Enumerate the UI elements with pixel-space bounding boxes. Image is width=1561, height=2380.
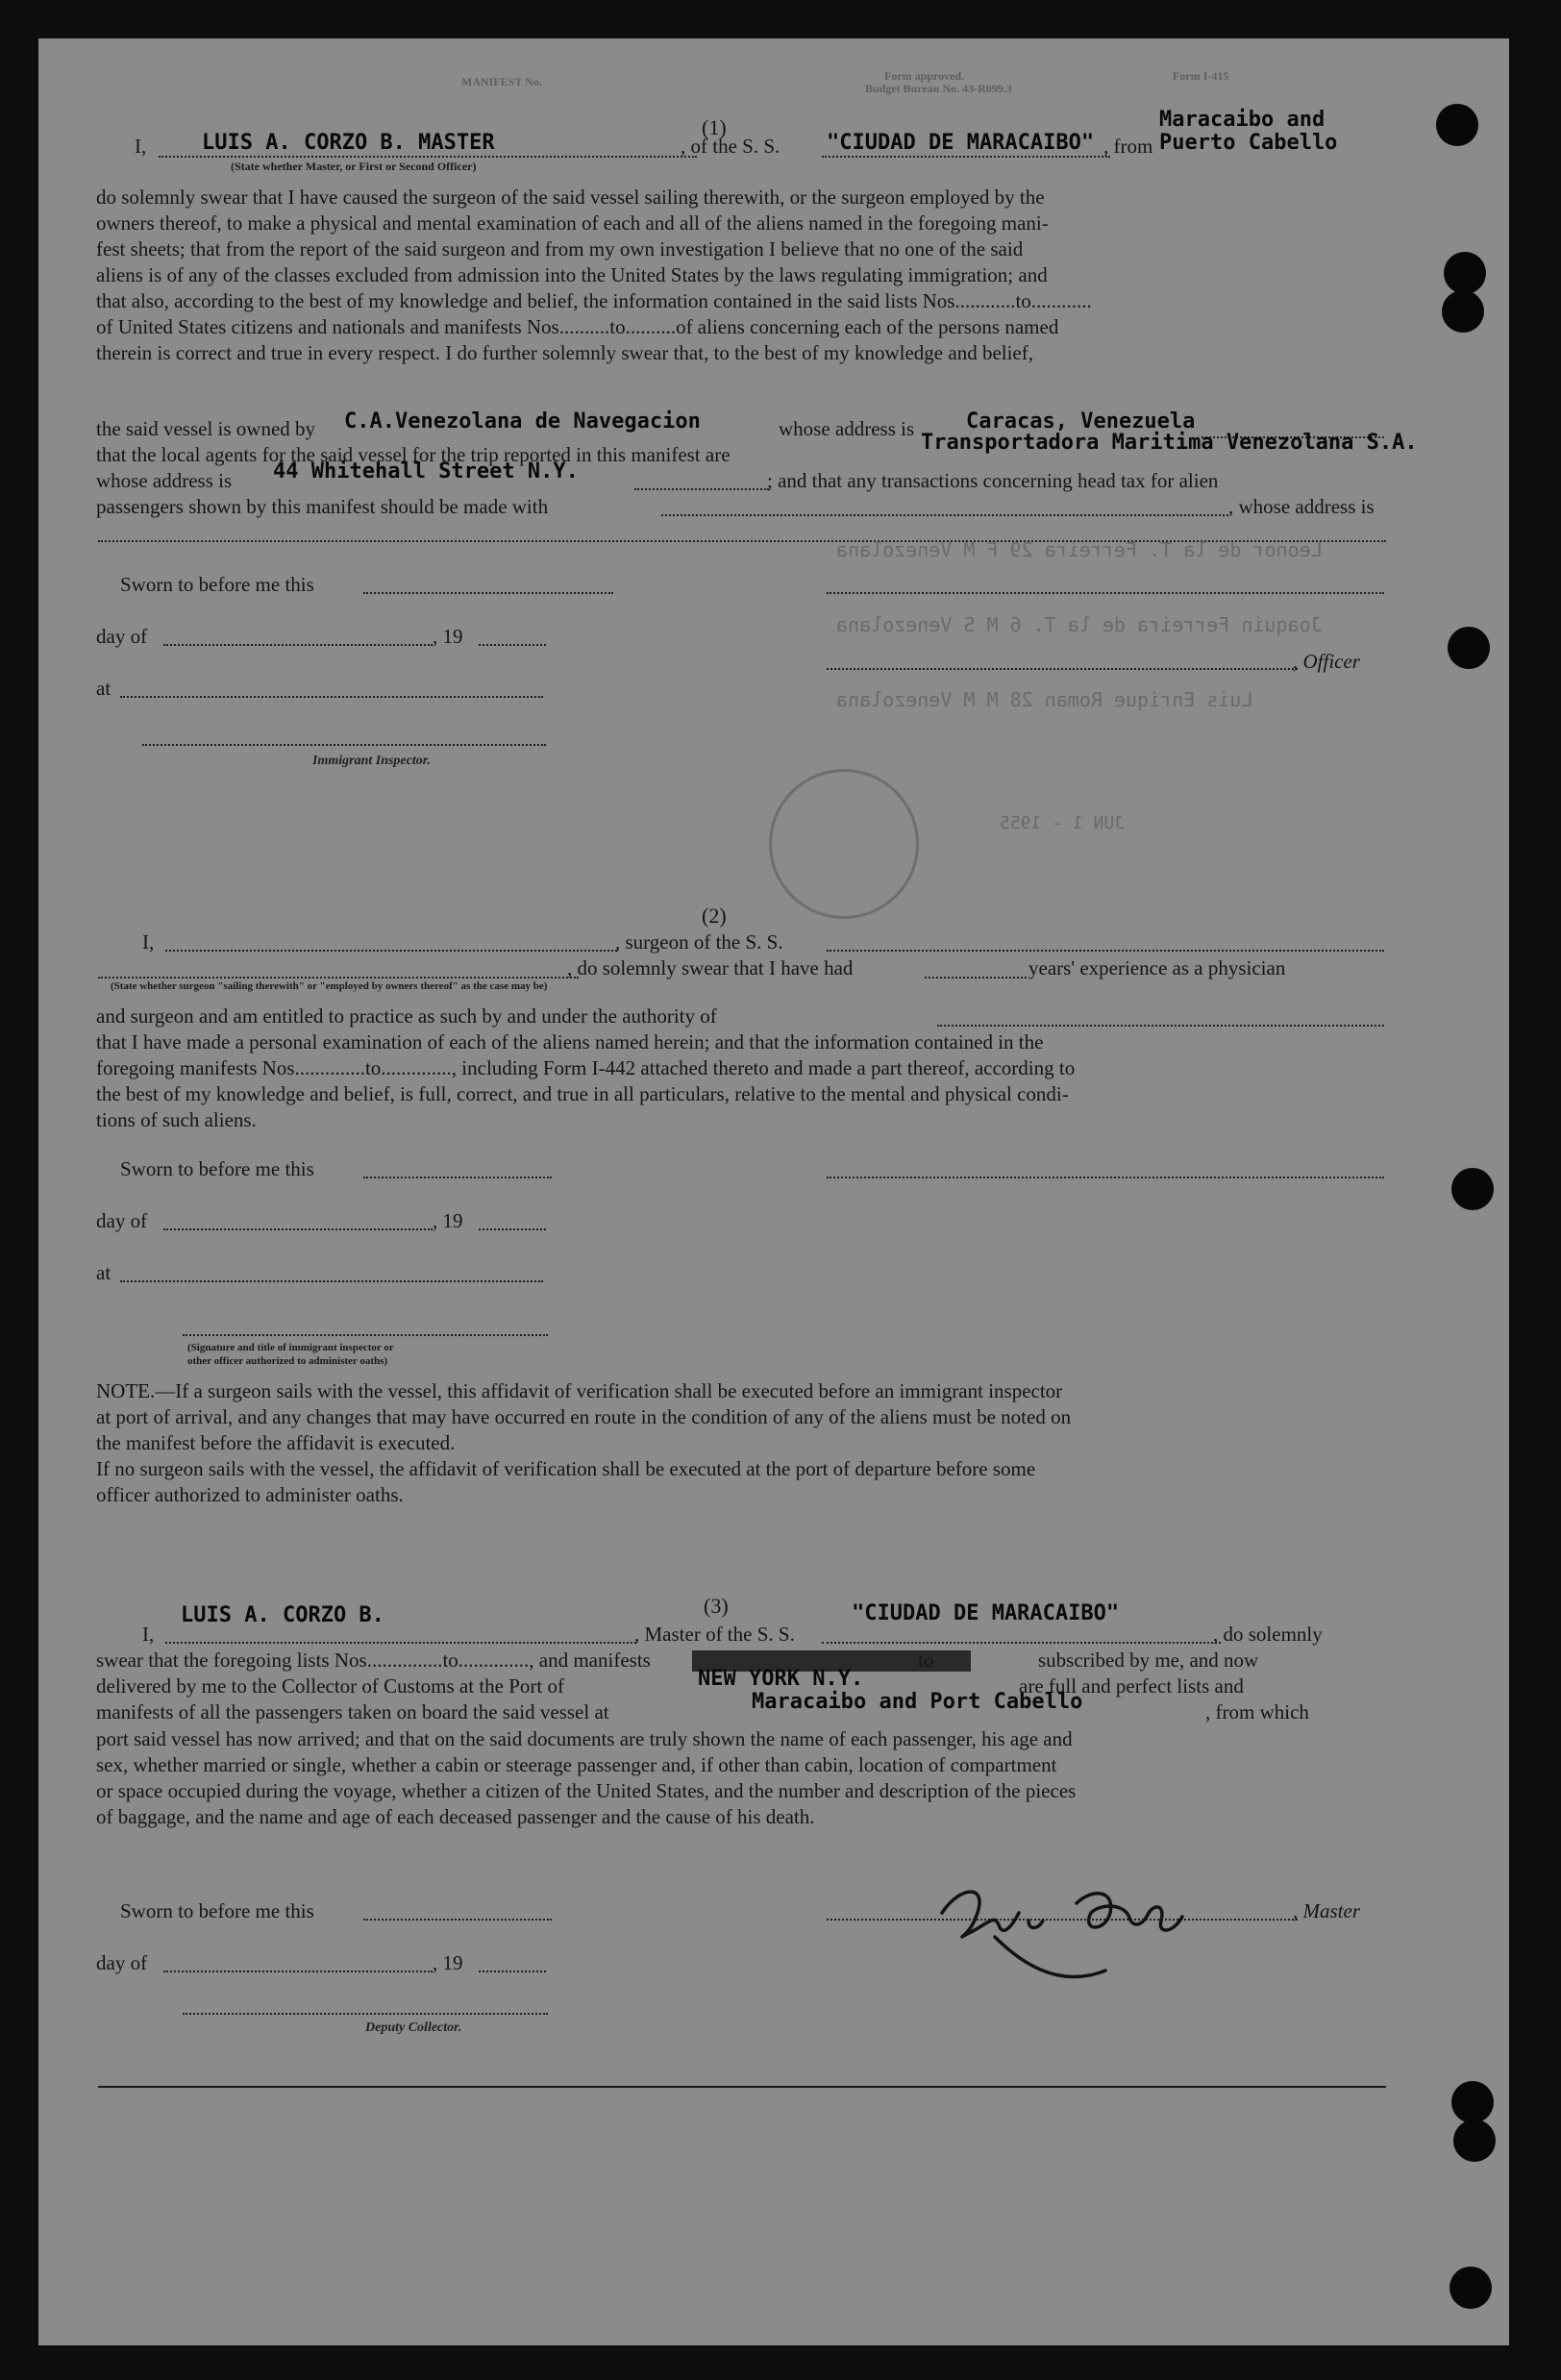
punch-hole	[1451, 1168, 1494, 1210]
sec3-line: or space occupied during the voyage, whether a citizen of the United States, and the number and description of the pieces	[96, 1779, 1077, 1802]
section-3-number: (3)	[704, 1594, 729, 1618]
punch-hole	[1444, 252, 1486, 294]
collector-port-label: delivered by me to the Collector of Customs at the Port of	[96, 1674, 564, 1698]
years-experience-label: years' experience as a physician	[1028, 956, 1286, 979]
sec2-line: and surgeon and am entitled to practice as such by and under the authority of	[96, 1004, 717, 1028]
punch-hole	[1450, 2267, 1492, 2309]
taken-on-board-label: manifests of all the passengers taken on board the said vessel at	[96, 1700, 609, 1723]
from-port-typed-2: Puerto Cabello	[1159, 131, 1338, 155]
agents-typed: Transportadora Maritima Venezolana S.A.	[921, 431, 1418, 455]
surgeon-note-paragraph	[96, 1378, 1071, 1508]
ship-name-typed: "CIUDAD DE MARACAIBO"	[827, 131, 1095, 155]
punch-hole	[1451, 2081, 1494, 2123]
sec3-swear-label: swear that the foregoing lists Nos...............to.............., and manifests	[96, 1649, 651, 1672]
form-approved-note: Form approved.	[884, 69, 965, 83]
master-of-ss-label: , Master of the S. S.	[634, 1623, 795, 1646]
whose-address-2-label: , whose address is	[1228, 495, 1375, 518]
section-2-number: (2)	[702, 904, 727, 928]
note-line: NOTE.—If a surgeon sails with the vessel, this affidavit of verification shall be executed before an immigrant inspector	[96, 1379, 1063, 1402]
master-signature	[884, 1846, 1288, 1999]
subscribed-label: subscribed by me, and now	[1038, 1649, 1259, 1672]
master-name-typed: LUIS A. CORZO B. MASTER	[202, 131, 495, 155]
sec1-sworn-label: Sworn to before me this	[120, 573, 314, 596]
sec2-day-of-label: day of	[96, 1209, 148, 1232]
sec2-at-label: at	[96, 1261, 112, 1284]
form-number: Form I-415	[1173, 69, 1229, 83]
head-tax-label: ; and that any transactions concerning head tax for alien	[767, 469, 1219, 492]
sec2-swear-label: , do solemnly swear that I have had	[567, 956, 854, 979]
from-which-label: , from which	[1205, 1700, 1309, 1723]
sec1-line: therein is correct and true in every respect. I do further solemnly swear that, to the best of my knowledge and belief,	[96, 341, 1033, 364]
sec3-i-label: I,	[142, 1623, 155, 1646]
sec2-i-label: I,	[142, 930, 155, 954]
agents-label: that the local agents for the said vessel for the trip reported in this manifest are	[96, 443, 731, 466]
stamp-circle	[769, 769, 919, 919]
owned-by-label: the said vessel is owned by	[96, 417, 316, 440]
sec1-i-label: I,	[135, 135, 147, 158]
sec3-line: sex, whether married or single, whether a cabin or steerage passenger and, if other than cabin, location of compartment	[96, 1753, 1057, 1776]
sec3-day-of-label: day of	[96, 1951, 148, 1974]
sec2-paragraph	[96, 1004, 1075, 1133]
sec2-line: foregoing manifests Nos..............to.............., including Form I-442 attached thereto and made a part thereof, according to	[96, 1056, 1076, 1079]
from-port-typed-1: Maracaibo and	[1159, 108, 1326, 132]
punch-hole	[1436, 104, 1478, 146]
sec1-line: aliens is of any of the classes excluded from admission into the United States by the laws regulating immigration; and	[96, 263, 1048, 286]
sec2-line: tions of such aliens.	[96, 1108, 257, 1131]
from-ports-typed: Maracaibo and Port Cabello	[752, 1690, 1083, 1714]
bleed-row-2: Joaquin Ferreira de la T. 6 M S Venezolana	[836, 613, 1323, 636]
sec1-line: do solemnly swear that I have caused the surgeon of the said vessel sailing therewith, or the surgeon employed by the	[96, 186, 1045, 209]
sec3-master-name-typed: LUIS A. CORZO B.	[181, 1603, 384, 1627]
owner-typed: C.A.Venezolana de Navegacion	[344, 409, 701, 434]
sec3-line: of baggage, and the name and age of each deceased passenger and the cause of his death.	[96, 1805, 815, 1828]
sec1-paragraph	[96, 185, 1092, 366]
port-typed: NEW YORK N.Y.	[698, 1667, 864, 1691]
punch-hole	[1448, 627, 1490, 669]
bleed-row-3: Luis Enrique Roman 28 M M Venezolana	[836, 688, 1253, 711]
bleed-row-1: Leonor de la T. Ferreira 29 F M Venezolana	[836, 538, 1323, 561]
punch-hole	[1453, 2120, 1496, 2162]
surgeon-of-ss-label: , surgeon of the S. S.	[615, 930, 783, 954]
passengers-label: passengers shown by this manifest should be made with	[96, 495, 549, 518]
sec1-line: fest sheets; that from the report of the said surgeon and from my own investigation I believe that no one of the said	[96, 237, 1024, 260]
sig-note-2: other officer authorized to administer oaths)	[187, 1355, 388, 1367]
owner-address-label: whose address is	[779, 417, 915, 440]
budget-bureau-note: Budget Bureau No. 43-R099.3	[865, 82, 1012, 95]
sec3-nineteen-label: , 19	[433, 1951, 463, 1974]
sec3-to-label: to	[918, 1649, 934, 1672]
full-perfect-label: are full and perfect lists and	[1019, 1674, 1244, 1698]
deputy-collector-label: Deputy Collector.	[365, 2021, 462, 2035]
sec1-line: that also, according to the best of my knowledge and belief, the information contained in the said lists Nos............to............	[96, 289, 1092, 312]
state-surgeon-note: (State whether surgeon "sailing therewith" or "employed by owners thereof" as the case may be)	[111, 980, 548, 992]
sec3-ship-name-typed: "CIUDAD DE MARACAIBO"	[852, 1601, 1120, 1625]
officer-label: , Officer	[1293, 650, 1360, 673]
sig-note-1: (Signature and title of immigrant inspector or	[187, 1342, 394, 1353]
from-label: , from	[1103, 135, 1153, 158]
sec1-day-of-label: day of	[96, 625, 148, 648]
manifest-number-label: MANIFEST No.	[461, 75, 542, 88]
sec3-line: port said vessel has now arrived; and that on the said documents are truly shown the name of each passenger, his age and	[96, 1727, 1073, 1750]
bottom-rule	[98, 2086, 1386, 2088]
sec1-at-label: at	[96, 677, 112, 700]
owner-address-typed: Caracas, Venezuela	[966, 409, 1196, 434]
immigrant-inspector-label: Immigrant Inspector.	[312, 754, 431, 768]
note-line: officer authorized to administer oaths.	[96, 1483, 404, 1506]
do-solemnly-label: , do solemnly	[1213, 1623, 1323, 1646]
sec1-line: of United States citizens and nationals and manifests Nos..........to..........of aliens concerning each of the persons named	[96, 315, 1059, 338]
sec3-paragraph	[96, 1726, 1076, 1830]
manifest-page	[38, 38, 1509, 2345]
note-line: at port of arrival, and any changes that may have occurred en route in the condition of any of the aliens must be noted on	[96, 1405, 1072, 1428]
sec3-sworn-label: Sworn to before me this	[120, 1899, 314, 1922]
of-the-ss-label: , of the S. S.	[681, 135, 780, 158]
agents-address-typed: 44 Whitehall Street N.Y.	[273, 459, 579, 483]
sec2-line: the best of my knowledge and belief, is full, correct, and true in all particulars, relative to the mental and physical condi-	[96, 1082, 1069, 1105]
section-1-number: (1)	[702, 115, 727, 139]
whose-address-label: whose address is	[96, 469, 233, 492]
sec1-nineteen-label: , 19	[433, 625, 463, 648]
sec2-sworn-label: Sworn to before me this	[120, 1157, 314, 1180]
punch-hole	[1442, 290, 1484, 333]
state-whether-note: (State whether Master, or First or Second Officer)	[231, 160, 477, 173]
bleed-stamp: JUN 1 - 1955	[1000, 813, 1126, 833]
sec1-line: owners thereof, to make a physical and mental examination of each and all of the aliens named in the foregoing mani-	[96, 211, 1049, 235]
master-label: , Master	[1293, 1899, 1360, 1922]
sec2-line: that I have made a personal examination of each of the aliens named herein; and that the information contained in the	[96, 1030, 1044, 1054]
note-line: If no surgeon sails with the vessel, the affidavit of verification shall be executed at the port of departure before some	[96, 1457, 1036, 1480]
sec2-nineteen-label: , 19	[433, 1209, 463, 1232]
note-line: the manifest before the affidavit is executed.	[96, 1431, 456, 1454]
